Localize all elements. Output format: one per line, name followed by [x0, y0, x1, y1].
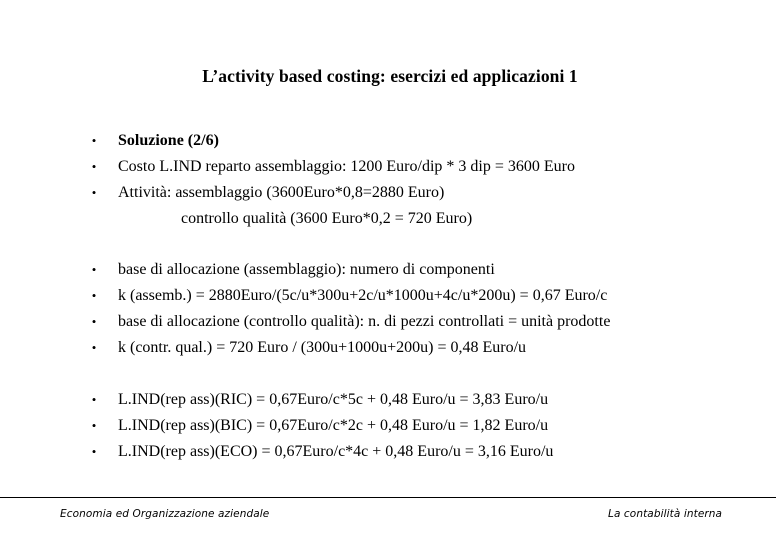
- bullet-icon: •: [91, 133, 97, 148]
- bullet-text: L.IND(rep ass)(RIC) = 0,67Euro/c*5c + 0,48 Euro/u = 3,83 Euro/u: [118, 391, 549, 408]
- bullet-text: k (contr. qual.) = 720 Euro / (300u+1000u+200u) = 0,48 Euro/u: [118, 339, 527, 356]
- bullet-text: Soluzione (2/6): [118, 132, 219, 149]
- bullet-icon: •: [91, 340, 97, 355]
- bullet-icon: •: [91, 262, 97, 277]
- bullet-text: base di allocazione (controllo qualità): n. di pezzi controllati = unità prodotte: [118, 313, 611, 330]
- bullet-text: L.IND(rep ass)(ECO) = 0,67Euro/c*4c + 0,48 Euro/u = 3,16 Euro/u: [118, 443, 554, 460]
- bullet-icon: •: [91, 185, 97, 200]
- bullet-icon: •: [91, 418, 97, 433]
- bullet-icon: •: [91, 159, 97, 174]
- slide-title: L’activity based costing: esercizi ed applicazioni 1: [202, 66, 578, 86]
- footer-course-name: Economia ed Organizzazione aziendale: [60, 508, 270, 520]
- bullet-text: Costo L.IND reparto assemblaggio: 1200 Euro/dip * 3 dip = 3600 Euro: [118, 158, 575, 175]
- footer-section-name: La contabilità interna: [608, 508, 723, 520]
- footer-divider: [0, 497, 776, 498]
- bullet-text: base di allocazione (assemblaggio): numero di componenti: [118, 261, 495, 278]
- bullet-icon: •: [91, 288, 97, 303]
- bullet-icon: •: [91, 314, 97, 329]
- bullet-icon: •: [91, 444, 97, 459]
- bullet-text: L.IND(rep ass)(BIC) = 0,67Euro/c*2c + 0,48 Euro/u = 1,82 Euro/u: [118, 417, 549, 434]
- bullet-text: controllo qualità (3600 Euro*0,2 = 720 Euro): [181, 210, 473, 227]
- bullet-icon: •: [91, 392, 97, 407]
- bullet-text: k (assemb.) = 2880Euro/(5c/u*300u+2c/u*1000u+4c/u*200u) = 0,67 Euro/c: [118, 287, 608, 304]
- bullet-text: Attività: assemblaggio (3600Euro*0,8=2880 Euro): [118, 184, 445, 201]
